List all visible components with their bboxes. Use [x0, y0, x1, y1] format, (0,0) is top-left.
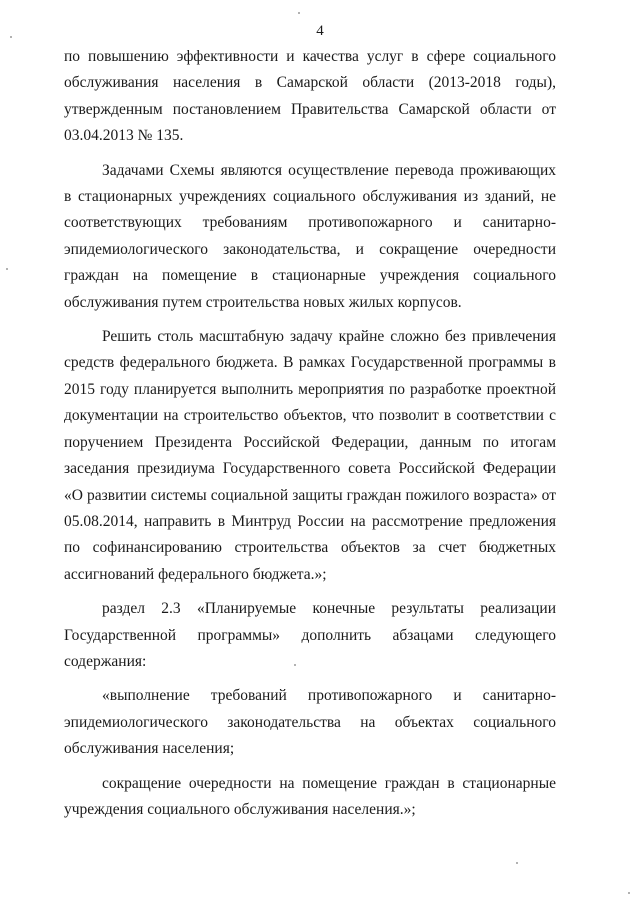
page-number: 4: [316, 23, 324, 39]
paragraph-continuation: по повышению эффективности и качества услуг в сфере социального обслуживания населения в Самарской области (2013-2018 годы), утвержденным постановлением Правительства Самарской области от 03.04.2013 № 135.: [64, 48, 556, 145]
paragraph-federal-budget: Решить столь масштабную задачу крайне сложно без привлечения средств федерального бюджета. В рамках Государственной программы в 2015 году планируется выполнить мероприятия по разработке проектной документации на строительство объектов, что позволит в соответствии с поручением Президента Российской Федерации, данным по итогам заседания президиума Государственного совета Российской Федерации «О развитии системы социальной защиты граждан пожилого возраста» от 05.08.2014, направить в Минтруд России на рассмотрение предложения по софинансированию строительства объектов за счет бюджетных ассигнований федерального бюджета.»;: [64, 328, 556, 583]
paragraph-quoted-result-1: «выполнение требований противопожарного и санитарно-эпидемиологического законодательства на объектах социального обслуживания населения;: [64, 687, 556, 758]
scan-speck: [294, 664, 296, 666]
paragraph-quoted-result-2: сокращение очередности на помещение граждан в стационарные учреждения социального обслуживания населения.»;: [64, 774, 556, 818]
scan-speck: [6, 268, 8, 270]
scan-speck: [298, 12, 300, 14]
document-body: [64, 44, 556, 823]
scan-speck: [10, 36, 12, 38]
scan-speck: [628, 892, 630, 894]
paragraph-section-amendment: раздел 2.3 «Планируемые конечные результаты реализации Государственной программы» дополнить абзацами следующего содержания:: [64, 600, 556, 670]
paragraph-tasks: Задачами Схемы являются осуществление перевода проживающих в стационарных учреждениях социального обслуживания из зданий, не соответствующих требованиям противопожарного и санитарно-эпидемиологического законодательства, и сокращение очередности граждан на помещение в стационарные учреждения социального обслуживания путем строительства новых жилых корпусов.: [64, 161, 556, 311]
scan-speck: [516, 862, 518, 864]
